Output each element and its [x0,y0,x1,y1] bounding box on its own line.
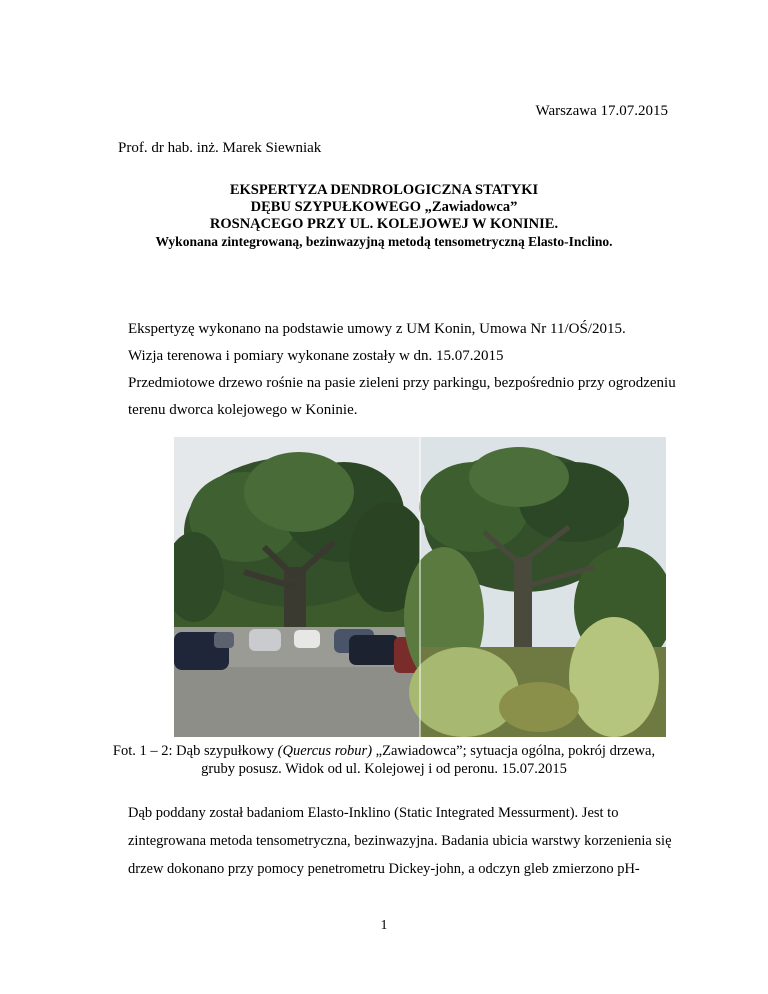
body-line: Dąb poddany został badaniom Elasto-Inklino (Static Integrated Messurment). Jest to [128,805,619,821]
page-number: 1 [380,918,388,933]
photo-caption [100,742,668,778]
intro-line: Ekspertyzę wykonano na podstawie umowy z UM Konin, Umowa Nr 11/OŚ/2015. [128,321,626,337]
caption-line-2: gruby posusz. Widok od ul. Kolejowej i od peronu. 15.07.2015 [201,761,567,777]
oak-photographs [174,437,666,737]
document-date: Warszawa 17.07.2015 [535,103,668,119]
caption-suffix: „Zawiadowca”; sytuacja ogólna, pokrój drzewa, [372,743,656,759]
photo-parking-view [174,437,429,737]
caption-line-1 [100,742,668,760]
photo-platform-view [404,437,666,737]
intro-line: terenu dworca kolejowego w Koninie. [128,402,358,418]
caption-prefix: Fot. 1 – 2: Dąb szypułkowy [112,743,278,759]
title-line-1: EKSPERTYZA DENDROLOGICZNA STATYKI [229,182,539,198]
title-line-3: ROSNĄCEGO PRZY UL. KOLEJOWEJ W KONINIE. [209,216,559,232]
intro-line: Wizja terenowa i pomiary wykonane zostały w dn. 15.07.2015 [128,348,504,364]
document-author: Prof. dr hab. inż. Marek Siewniak [118,140,322,156]
intro-paragraphs [128,316,688,424]
title-line-4: Wykonana zintegrowaną, bezinwazyjną metodą tensometryczną Elasto-Inclino. [155,234,613,249]
body-paragraph [128,799,688,883]
document-title [100,182,668,250]
caption-latin-name: (Quercus robur) [277,743,373,759]
body-line: zintegrowana metoda tensometryczna, bezinwazyjna. Badania ubicia warstwy korzenienia się [128,833,672,849]
intro-line: Przedmiotowe drzewo rośnie na pasie zieleni przy parkingu, bezpośrednio przy ogrodzeniu [128,375,676,391]
body-line: drzew dokonano przy pomocy penetrometru Dickey-john, a odczyn gleb zmierzono pH- [128,861,640,877]
title-line-2: DĘBU SZYPUŁKOWEGO „Zawiadowca” [250,199,518,215]
